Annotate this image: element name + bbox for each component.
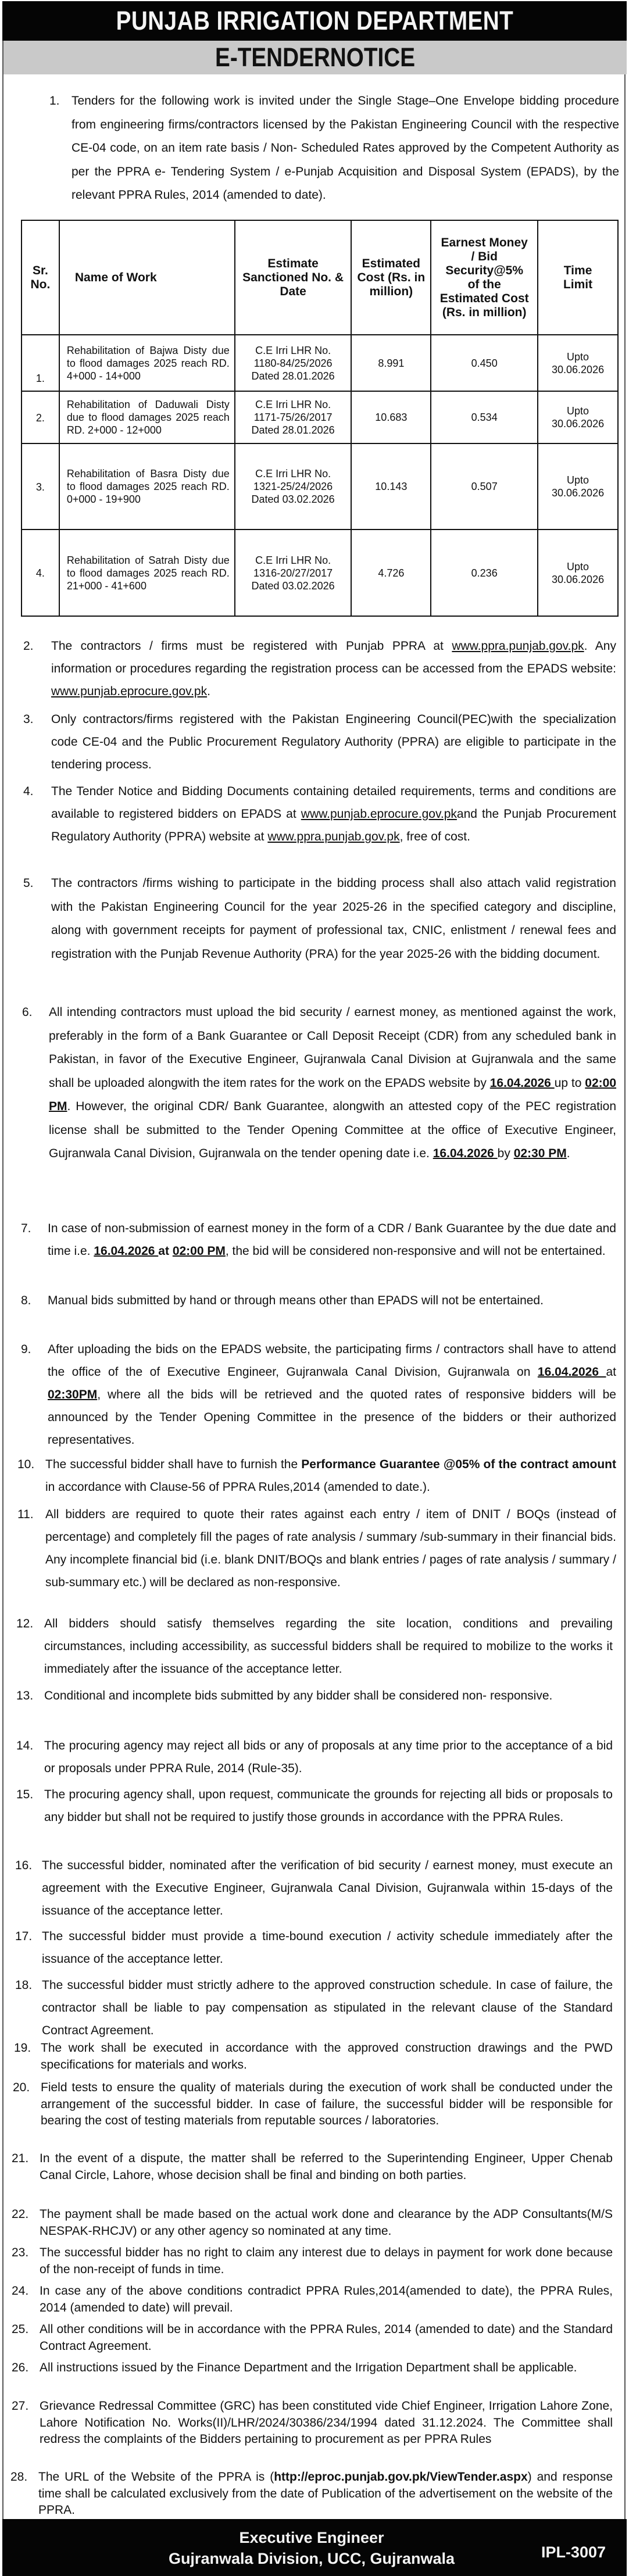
cell-earnest: 0.236 xyxy=(431,529,538,616)
clause-text: Manual bids submitted by hand or through means other than EPADS will not be entertained. xyxy=(48,1294,544,1307)
cell-earnest: 0.507 xyxy=(431,443,538,529)
clause-number: 28. xyxy=(10,2470,28,2484)
time-line: Upto xyxy=(567,560,589,573)
clause-text: In the event of a dispute, the matter shall be referred to the Superintending Engineer, Upper Chenab Canal Circle, Lahore, whose decision shall be final and binding on both parties. xyxy=(40,2152,613,2182)
cell-sanction xyxy=(235,391,352,443)
opening-time: 02:30 PM xyxy=(513,1147,567,1160)
notice-title: E-TENDERNOTICE xyxy=(215,42,415,72)
bid-deadline-time: 02:00 PM xyxy=(49,1076,617,1113)
clause-text: Only contractors/firms registered with the Pakistan Engineering Council(PEC)with the specialization code CE-04 and the Public Procurement Regulatory Authority (PPRA) are eligible to participate in the tendering process. xyxy=(51,713,616,771)
clause-2 xyxy=(23,635,616,703)
time-line: 30.06.2026 xyxy=(552,418,605,430)
clause-9 xyxy=(21,1338,616,1451)
sanction-line: Dated 28.01.2026 xyxy=(251,424,335,436)
cell-time xyxy=(538,391,618,443)
text-run: up to xyxy=(554,1076,585,1090)
cell-earnest: 0.534 xyxy=(431,391,538,443)
clause-text: All other conditions will be in accordance with the PPRA Rules, 2014 (amended to date) and the Standard Contract Agreement. xyxy=(40,2323,613,2353)
text-run: at xyxy=(606,1365,616,1379)
text-run: The URL of the Website of the PPRA is ( xyxy=(38,2470,274,2484)
ppra-website-link[interactable]: www.ppra.punjab.gov.pk xyxy=(267,830,400,843)
sanction-line: 1316-20/27/2017 xyxy=(253,567,333,579)
clause-number: 5. xyxy=(23,876,34,890)
time-line: 30.06.2026 xyxy=(552,363,605,375)
cell-name: Rehabilitation of Satrah Disty due to flood damages 2025 reach RD. 21+000 - 41+600 xyxy=(59,529,235,616)
text-run: and the Punjab Procurement Regulatory Authority (PPRA) website at xyxy=(51,807,617,843)
clause-23 xyxy=(12,2245,613,2278)
clause-5 xyxy=(23,872,616,966)
ppra-tender-url-link[interactable]: http://eproc.punjab.gov.pk/ViewTender.aspx xyxy=(274,2470,528,2484)
clause-number: 7. xyxy=(21,1222,31,1235)
cell-sr: 3. xyxy=(22,443,59,529)
department-banner xyxy=(2,1,627,41)
time-line: 30.06.2026 xyxy=(552,487,605,499)
due-time: 02:00 PM xyxy=(172,1244,226,1258)
clause-27 xyxy=(12,2398,613,2448)
clause-text: The procuring agency may reject all bids or any of proposals at any time prior to the acceptance of a bid or proposals under PPRA Rule, 2014 (Rule-35). xyxy=(44,1739,613,1775)
clause-7 xyxy=(21,1217,616,1262)
clause-text xyxy=(51,780,616,848)
text-run: . xyxy=(566,1147,570,1160)
signature-footer xyxy=(2,2519,627,2576)
clause-number: 21. xyxy=(12,2152,29,2165)
clause-8 xyxy=(21,1289,616,1313)
performance-guarantee: Performance Guarantee @05% of the contract amount xyxy=(301,1458,616,1471)
clause-text: The contractors /firms wishing to participate in the bidding process shall also attach valid registration with the Pakistan Engineering Council for the year 2025-26 in the specified category and discipline, along with government receipts for payment of professional tax, CNIC, enlistment / renewal fees and registration with the Punjab Revenue Authority (PRA) for the year 2025-26 with the bidding document. xyxy=(51,876,616,961)
clause-number: 16. xyxy=(15,1859,33,1872)
clause-16 xyxy=(15,1854,613,1922)
clause-number: 17. xyxy=(15,1930,33,1943)
clause-text: All bidders are required to quote their rates against each entry / item of DNIT / BOQs (instead of percentage) and completely fill the pages of rate analysis / summary /sub-summary in their financial bids. Any incomplete financial bid (i.e. blank DNIT/BOQs and blank entries / pages of rate analysis / summary / sub-summary etc.) will be declared as non-responsive. xyxy=(45,1508,616,1589)
text-run: The successful bidder shall have to furnish the xyxy=(45,1458,302,1471)
opening-date: 16.04.2026 xyxy=(433,1147,498,1160)
clause-10 xyxy=(17,1453,616,1498)
text-run: The Tender Notice and Bidding Documents containing detailed requirements, terms and conditions are available to registered bidders on EPADS at xyxy=(51,785,616,821)
clause-text: The work shall be executed in accordance with the approved construction drawings and the PWD specifications for materials and works. xyxy=(41,2041,613,2071)
clause-20 xyxy=(13,2080,613,2130)
clause-number: 10. xyxy=(17,1458,35,1471)
text-run: , the bid will be considered non-responsive and will not be entertained. xyxy=(225,1244,606,1258)
works-table xyxy=(21,220,619,617)
text-run: , where all the bids will be retrieved and the quoted rates of responsive bidders will be announced by the Tender Opening Committee in the presence of the bidders or their authorized representatives. xyxy=(48,1388,616,1447)
attendance-date: 16.04.2026 xyxy=(537,1365,606,1379)
clause-text: The successful bidder must strictly adhere to the approved construction schedule. In case of failure, the contractor shall be liable to pay compensation as stipulated in the relevant clause of the Standard Contract Agreement. xyxy=(42,1978,613,2037)
clause-number: 8. xyxy=(21,1294,31,1307)
cell-time xyxy=(538,529,618,616)
clause-15 xyxy=(16,1783,613,1829)
time-line: Upto xyxy=(567,405,589,417)
text-run: After uploading the bids on the EPADS website, the participating firms / contractors shall have to attend the office of the of Executive Engineer, Gujranwala Canal Division, Gujranwala on xyxy=(48,1343,616,1379)
cell-sanction xyxy=(235,335,352,391)
cell-sr: 2. xyxy=(22,391,59,443)
clause-number: 4. xyxy=(23,785,34,798)
time-line: 30.06.2026 xyxy=(552,573,605,585)
clause-text xyxy=(38,2469,613,2519)
text-run: ) and response time shall be calculated exclusively from the date of Publication of the advertisement on the website of the PPRA. xyxy=(38,2470,613,2517)
clause-number: 25. xyxy=(12,2323,29,2336)
cell-sr: 1. xyxy=(22,335,59,391)
col-header-sr: Sr. No. xyxy=(22,220,59,335)
clause-17 xyxy=(15,1925,613,1970)
clause-12 xyxy=(16,1612,613,1680)
cell-time xyxy=(538,335,618,391)
text-run: All intending contractors must upload the bid security / earnest money, as mentioned against the work, preferably in the form of a Bank Guarantee or Call Deposit Receipt (CDR) from any scheduled bank in Pakistan, in favor of the Executive Engineer, Gujranwala Canal Division at Gujranwala and the same shall be uploaded alongwith the item rates for the work on the EPADS website by xyxy=(49,1006,616,1090)
clause-number: 3. xyxy=(23,713,34,726)
cell-name: Rehabilitation of Daduwali Disty due to flood damages 2025 reach RD. 2+000 - 12+000 xyxy=(59,391,235,443)
cell-sanction xyxy=(235,529,352,616)
col-header-sanction: Estimate Sanctioned No. & Date xyxy=(235,220,352,335)
clause-number: 23. xyxy=(12,2246,29,2259)
epads-website-link[interactable]: www.punjab.eprocure.gov.pk xyxy=(301,807,457,821)
clause-text xyxy=(49,1001,616,1166)
clause-3 xyxy=(23,708,616,776)
cell-sanction xyxy=(235,443,352,529)
col-header-time: Time Limit xyxy=(538,220,618,335)
clause-number: 20. xyxy=(13,2081,30,2094)
text-run: by xyxy=(497,1147,514,1160)
clause-1 xyxy=(49,90,619,207)
clause-text: Tenders for the following work is invited under the Single Stage–One Envelope bidding procedure from engineering firms/contractors licensed by the Pakistan Engineering Council with the respective CE-04 code, on an item rate basis / Non- Scheduled Rates approved by the Competent Authority as per the PPRA e- Tendering System / e-Punjab Acquisition and Disposal System (EPADS), by the relevant PPRA Rules, 2014 (amended to date). xyxy=(72,94,619,202)
table-row xyxy=(22,335,618,391)
clause-text xyxy=(45,1453,616,1498)
sanction-line: Dated 03.02.2026 xyxy=(251,579,335,592)
ppra-website-link[interactable]: www.ppra.punjab.gov.pk xyxy=(452,639,584,653)
clause-number: 19. xyxy=(14,2041,31,2055)
clause-28 xyxy=(10,2469,613,2519)
cell-sr: 4. xyxy=(22,529,59,616)
clause-text: The successful bidder has no right to claim any interest due to delays in payment for work done because of the non-receipt of funds in time. xyxy=(40,2246,613,2276)
table-row xyxy=(22,443,618,529)
clause-11 xyxy=(17,1503,616,1594)
text-run: . xyxy=(207,685,210,698)
clause-number: 22. xyxy=(12,2208,29,2221)
clause-text: All instructions issued by the Finance Department and the Irrigation Department shall be applicable. xyxy=(40,2361,577,2374)
sanction-line: 1321-25/24/2026 xyxy=(253,481,333,492)
time-line: Upto xyxy=(567,474,589,486)
clause-4 xyxy=(23,780,616,848)
text-run: in accordance with Clause-56 of PPRA Rules,2014 (amended to date.). xyxy=(45,1480,430,1494)
cell-time xyxy=(538,443,618,529)
cell-name: Rehabilitation of Basra Disty due to flood damages 2025 reach RD. 0+000 - 19+900 xyxy=(59,443,235,529)
clause-number: 14. xyxy=(16,1739,34,1752)
cell-name: Rehabilitation of Bajwa Disty due to flood damages 2025 reach RD. 4+000 - 14+000 xyxy=(59,335,235,391)
clause-text xyxy=(48,1217,616,1262)
col-header-cost: Estimated Cost (Rs. in million) xyxy=(351,220,431,335)
clause-text: Conditional and incomplete bids submitted by any bidder shall be considered non- responsive. xyxy=(44,1689,553,1702)
clause-number: 1. xyxy=(49,94,60,108)
sanction-line: Dated 03.02.2026 xyxy=(251,493,335,505)
text-run: The contractors / firms must be registered with Punjab PPRA at xyxy=(51,639,452,653)
clause-26 xyxy=(12,2360,613,2377)
col-header-name: Name of Work xyxy=(59,220,235,335)
notice-title-banner xyxy=(3,41,627,74)
text-run: , free of cost. xyxy=(399,830,470,843)
epads-website-link[interactable]: www.punjab.eprocure.gov.pk xyxy=(51,685,208,698)
clause-14 xyxy=(16,1734,613,1780)
clause-text: Grievance Redressal Committee (GRC) has been constituted vide Chief Engineer, Irrigation Lahore Zone, Lahore Notification No. Works(II)/LHR/2024/30386/234/1994 dated 31.12.2024. The Committee shall redress the complaints of the Bidders pertaining to procurement as per PPRA Rules xyxy=(40,2399,613,2446)
signatory-title: Executive Engineer xyxy=(239,2529,384,2546)
cell-earnest: 0.450 xyxy=(431,335,538,391)
department-title: PUNJAB IRRIGATION DEPARTMENT xyxy=(116,6,513,35)
clause-number: 27. xyxy=(12,2399,29,2413)
clause-number: 26. xyxy=(12,2361,29,2374)
clause-19 xyxy=(14,2040,613,2073)
table-row xyxy=(22,529,618,616)
sanction-line: C.E Irri LHR No. xyxy=(255,468,331,480)
col-header-earnest: Earnest Money / Bid Security@5% of the Estimated Cost (Rs. in million) xyxy=(431,220,538,335)
signatory-block xyxy=(2,2527,627,2569)
cell-cost: 10.143 xyxy=(351,443,431,529)
clause-text xyxy=(48,1338,616,1451)
sanction-line: C.E Irri LHR No. xyxy=(255,344,331,356)
sanction-line: C.E Irri LHR No. xyxy=(255,554,331,566)
sanction-line: 1171-75/26/2017 xyxy=(253,412,333,423)
table-header-row xyxy=(22,220,618,335)
text-run: . However, the original CDR/ Bank Guarantee, alongwith an attested copy of the PEC registration license shall be submitted to the Tender Opening Committee at the office of Executive Engineer, Gujranwala Canal Division, Gujranwala on the tender opening date i.e. xyxy=(49,1100,616,1160)
bid-deadline-date: 16.04.2026 xyxy=(489,1076,555,1090)
clause-text: The procuring agency shall, upon request, communicate the grounds for rejecting all bids or proposals to any bidder but shall not be required to justify those grounds in accordance with the PPRA Rules. xyxy=(44,1788,613,1824)
text-run: at xyxy=(158,1244,173,1258)
advertisement-ref-code: IPL-3007 xyxy=(541,2543,606,2561)
clause-21 xyxy=(12,2151,613,2184)
text-run: In case of non-submission of earnest money in the form of a CDR / Bank Guarantee by the due date and time i.e. xyxy=(48,1222,616,1258)
clause-text: The successful bidder must provide a time-bound execution / activity schedule immediately after the issuance of the acceptance letter. xyxy=(42,1930,613,1966)
sanction-line: C.E Irri LHR No. xyxy=(255,399,331,410)
cell-cost: 8.991 xyxy=(351,335,431,391)
sanction-line: Dated 28.01.2026 xyxy=(251,370,335,382)
clause-number: 6. xyxy=(22,1006,33,1019)
sanction-line: 1180-84/25/2026 xyxy=(253,357,333,369)
clause-number: 18. xyxy=(15,1978,33,1992)
clause-number: 9. xyxy=(21,1343,31,1356)
clause-number: 15. xyxy=(16,1788,34,1801)
clause-number: 12. xyxy=(16,1617,34,1630)
clause-number: 11. xyxy=(17,1508,34,1521)
clause-number: 2. xyxy=(23,639,34,653)
clause-25 xyxy=(12,2321,613,2355)
clause-18 xyxy=(15,1974,613,2042)
cell-cost: 10.683 xyxy=(351,391,431,443)
clause-24 xyxy=(12,2283,613,2316)
cell-cost: 4.726 xyxy=(351,529,431,616)
due-date: 16.04.2026 xyxy=(94,1244,159,1258)
clause-22 xyxy=(12,2206,613,2239)
clause-number: 24. xyxy=(12,2284,29,2298)
clause-text: In case any of the above conditions contradict PPRA Rules,2014(amended to date), the PPRA Rules, 2014 (amended to date) will prevail. xyxy=(40,2284,613,2314)
clause-text: The successful bidder, nominated after the verification of bid security / earnest money, must execute an agreement with the Executive Engineer, Gujranwala Canal Division, Gujranwala within 15-days of the issuance of the acceptance letter. xyxy=(42,1859,613,1917)
clause-number: 13. xyxy=(16,1689,34,1702)
attendance-time: 02:30PM xyxy=(48,1388,98,1401)
table-row xyxy=(22,391,618,443)
clause-6 xyxy=(22,1001,616,1166)
clause-text xyxy=(51,635,616,703)
clause-13 xyxy=(16,1684,613,1707)
text-run: . Any information or procedures regarding the registration process can be accessed from the EPADS website: xyxy=(51,639,616,675)
signatory-office: Gujranwala Division, UCC, Gujranwala xyxy=(168,2550,455,2567)
clause-text: All bidders should satisfy themselves regarding the site location, conditions and prevailing circumstances, including accessibility, as successful bidders shall be required to mobilize to the works it immediately after the issuance of the acceptance letter. xyxy=(44,1617,613,1676)
clause-text: Field tests to ensure the quality of materials during the execution of work shall be conducted under the arrangement of the successful bidder. In case of failure, the successful bidder will be responsible for bearing the cost of testing materials from reputable sources / laboratories. xyxy=(41,2081,613,2127)
clause-text: The payment shall be made based on the actual work done and clearance by the ADP Consultants(M/S NESPAK-RHCJV) or any other agency so nominated at any time. xyxy=(40,2208,613,2238)
time-line: Upto xyxy=(567,350,589,363)
